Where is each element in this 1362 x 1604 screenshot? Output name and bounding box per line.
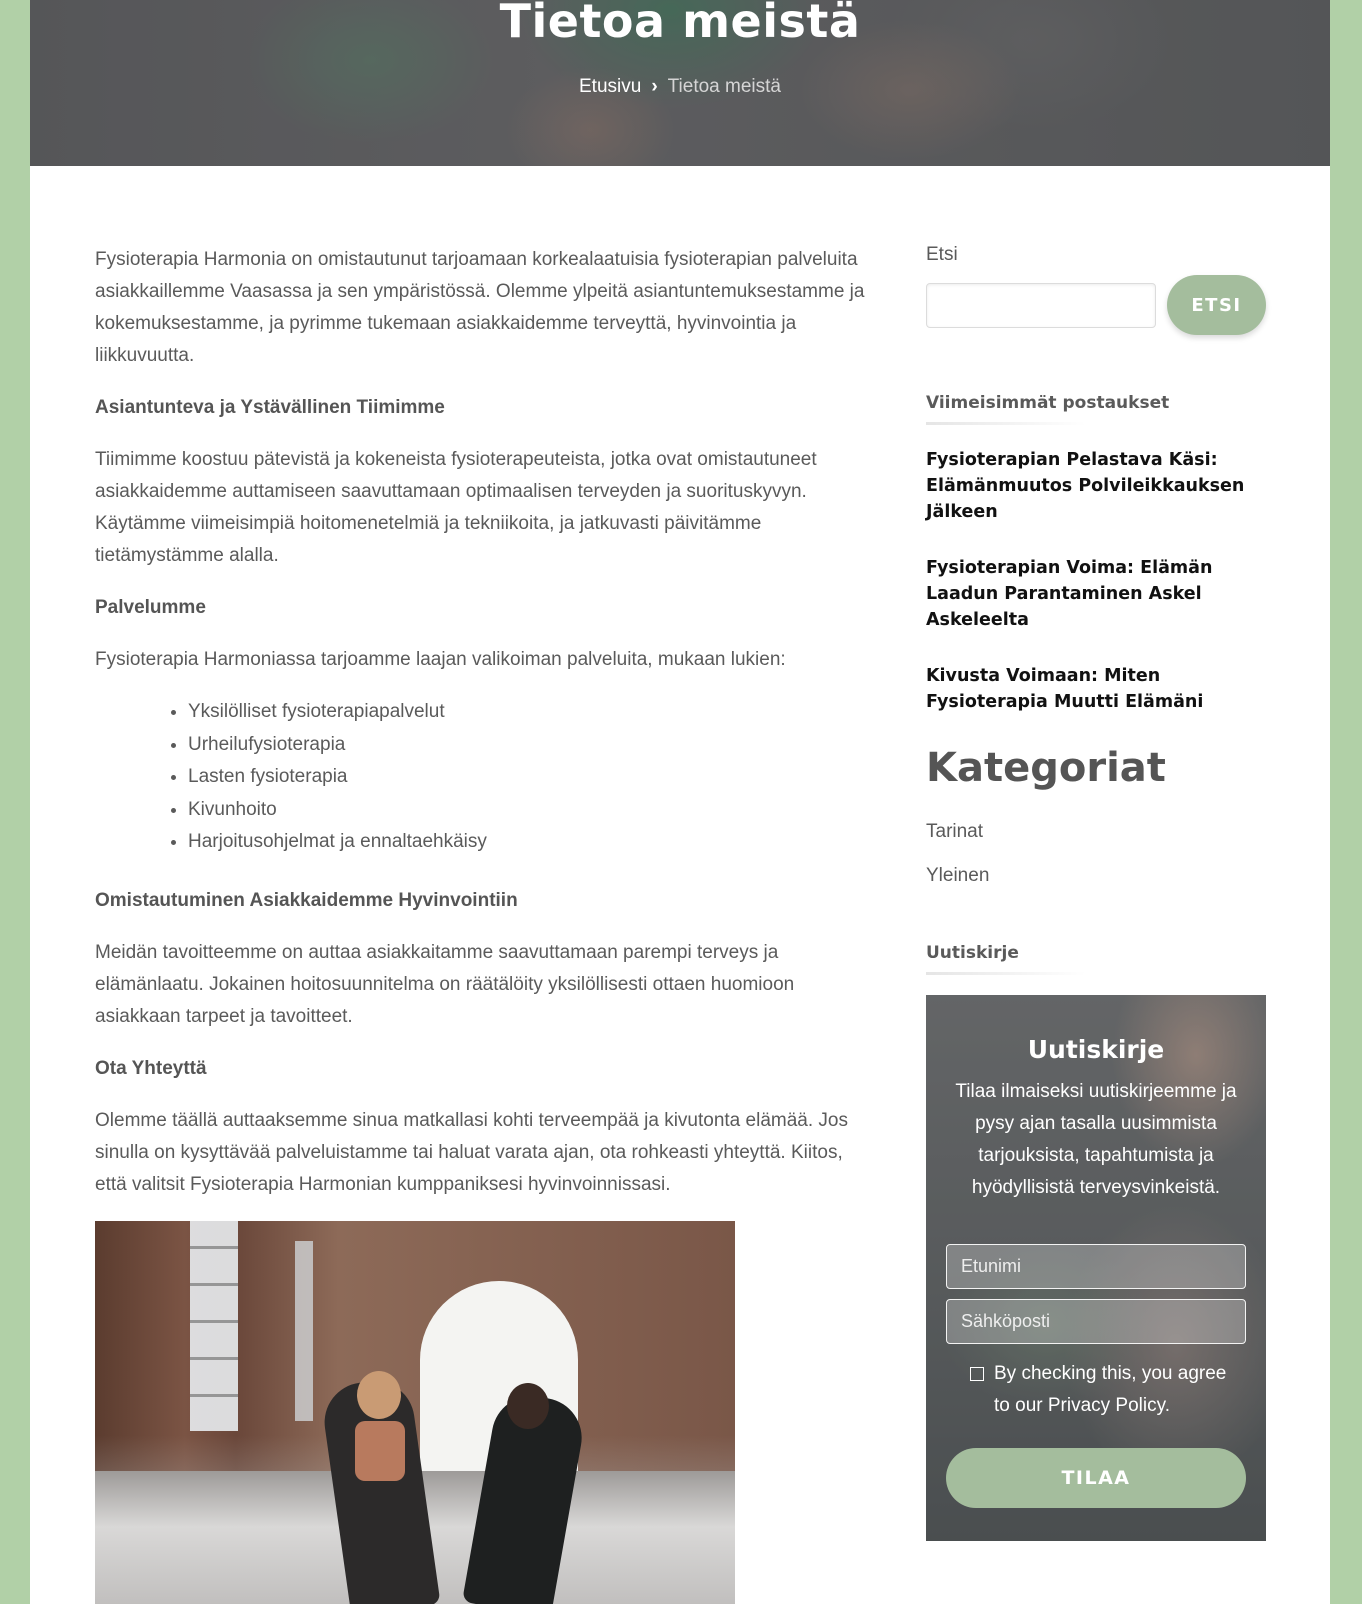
subscribe-button[interactable]: TILAA: [946, 1448, 1246, 1508]
search-button[interactable]: ETSI: [1167, 275, 1266, 335]
newsletter-widget-title: Uutiskirje: [926, 943, 1266, 975]
workout-photo: [95, 1221, 735, 1604]
photo-window: [190, 1221, 238, 1431]
recent-post-link[interactable]: Fysioterapian Pelastava Käsi: Elämänmuutos Polvileikkauksen Jälkeen: [926, 450, 1245, 522]
photo-person-top: [355, 1421, 405, 1481]
search-form: [926, 275, 1266, 335]
contact-paragraph: Olemme täällä auttaaksemme sinua matkallasi kohti terveempää ja kivutonta elämää. Jos sinulla on kysyttävää palveluistamme tai haluat varata ajan, ota rohkeasti yhteyttä. Kiitos, että valitsit Fysioterapia Harmonian kumppaniksesi hyvinvoinnissasi.: [95, 1109, 848, 1195]
newsletter-title: Uutiskirje: [1027, 1035, 1165, 1064]
newsletter-email-field[interactable]: Sähköposti: [946, 1299, 1246, 1344]
newsletter-box: [926, 995, 1266, 1541]
intro-paragraph: Fysioterapia Harmonia on omistautunut tarjoamaan korkealaatuisia fysioterapian palveluita asiakkaillemme Vaasassa ja sen ympäristössä. Olemme ylpeitä asiantuntemuksestamme ja kokemuksestamme, ja pyrimme tukemaan asiakkaidemme terveyttä, hyvinvointia ja liikkuvuutta.: [95, 249, 865, 366]
list-item: • Urheilufysioterapia: [188, 729, 865, 762]
newsletter-description: Tilaa ilmaiseksi uutiskirjeemme ja pysy ajan tasalla uusimmista tarjouksista, tapahtumista ja hyödyllisistä terveysvinkeistä.: [955, 1081, 1237, 1198]
breadcrumb-current: Tietoa meistä: [667, 76, 781, 97]
commitment-paragraph: Meidän tavoitteemme on auttaa asiakkaitamme saavuttamaan parempi terveys ja elämänlaatu. Jokainen hoitosuunnitelma on räätälöity yksilöllisesti ottaen huomioon asiakkaan tarpeet ja tavoitteet.: [95, 941, 795, 1027]
recent-post-link[interactable]: Kivusta Voimaan: Miten Fysioterapia Muutti Elämäni: [926, 666, 1204, 712]
team-paragraph: Tiimimme koostuu pätevistä ja kokeneista fysioterapeuteista, jotka ovat omistautuneet asiakkaidemme auttamiseen saavuttamaan optimaalisen terveyden ja suorituskyvyn. Käytämme viimeisimpiä hoitomenetelmiä ja tekniikoita, ja jatkuvasti päivitämme tietämystämme alalla.: [95, 449, 817, 566]
category-link-tarinat[interactable]: Tarinat: [926, 821, 984, 842]
page-title: Tietoa meistä: [499, 0, 861, 48]
category-link-yleinen[interactable]: Yleinen: [926, 865, 990, 886]
commitment-heading: Omistautuminen Asiakkaidemme Hyvinvointiin: [95, 889, 518, 911]
categories-title: Kategoriat: [926, 745, 1166, 791]
recent-posts-widget: [926, 393, 1266, 715]
page: [30, 0, 1330, 1604]
categories-widget: [926, 745, 1266, 887]
newsletter-widget: [926, 943, 1266, 1541]
services-list: [188, 696, 865, 859]
services-heading: Palvelumme: [95, 597, 206, 618]
consent-checkbox[interactable]: [970, 1367, 984, 1381]
breadcrumb-home-link[interactable]: Etusivu: [579, 76, 642, 97]
recent-posts-title: Viimeisimmät postaukset: [926, 393, 1266, 425]
sidebar: [926, 244, 1266, 1541]
recent-post-link[interactable]: Fysioterapian Voima: Elämän Laadun Parantaminen Askel Askeleelta: [926, 558, 1213, 630]
list-item: • Lasten fysioterapia: [188, 761, 865, 794]
main-content: [95, 244, 865, 1604]
newsletter-name-field[interactable]: Etunimi: [946, 1244, 1246, 1289]
team-heading: Asiantunteva ja Ystävällinen Tiimimme: [95, 397, 445, 418]
chevron-right-icon: ›: [651, 76, 658, 97]
services-intro: Fysioterapia Harmoniassa tarjoamme laajan valikoiman palveluita, mukaan lukien:: [95, 649, 786, 670]
photo-person-head: [507, 1383, 549, 1429]
photo-person-head: [357, 1371, 401, 1419]
list-item: • Harjoitusohjelmat ja ennaltaehkäisy: [188, 826, 865, 859]
list-item: • Kivunhoito: [188, 794, 865, 827]
page-hero: [30, 0, 1330, 166]
contact-heading: Ota Yhteyttä: [95, 1057, 207, 1079]
newsletter-form: [926, 1035, 1266, 1508]
photo-window: [295, 1241, 313, 1421]
list-item: • Yksilölliset fysioterapiapalvelut: [188, 696, 865, 729]
breadcrumb: [30, 76, 1330, 98]
consent-label: By checking this, you agree to our Privacy Policy.: [994, 1363, 1227, 1416]
consent-row: [970, 1358, 1238, 1422]
search-label: Etsi: [926, 244, 958, 265]
search-input[interactable]: [926, 283, 1156, 328]
